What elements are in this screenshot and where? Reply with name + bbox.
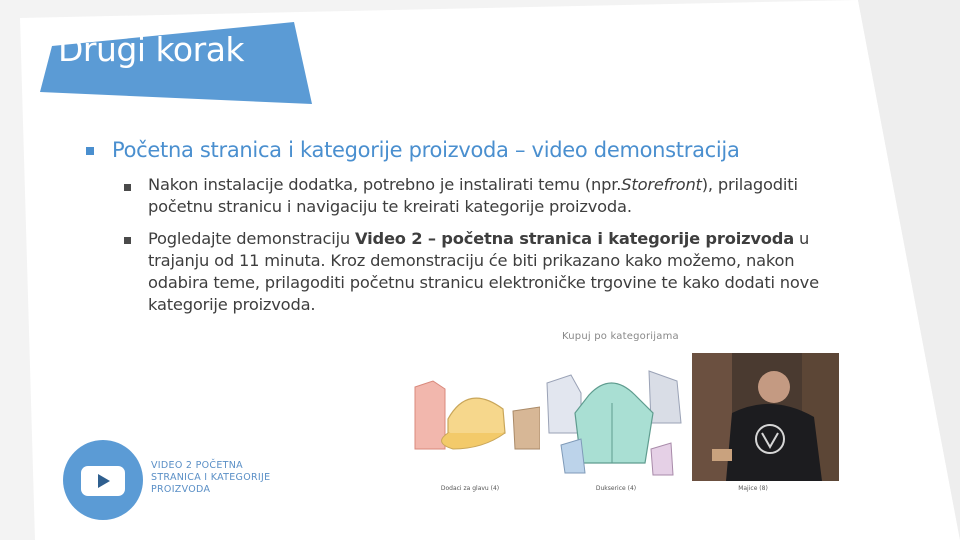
category-label[interactable]: Dodaci za glavu (4) [440,485,500,492]
category-thumb-tshirts[interactable] [692,353,839,481]
bullet-text-2: Pogledajte demonstraciju Video 2 – početna stranica i kategorije proizvoda u trajanju od 11 minuta. Kroz demonstraciju će biti prikazano kako možemo, nakon odabira teme, prilagoditi početnu stranicu elektroničke trgovine te kako dodati nove kategorije proizvoda. [148,229,819,314]
video-title-link[interactable]: Video 2 – početna stranica i kategorije proizvoda [355,229,794,248]
category-section-heading: Kupuj po kategorijama [562,331,679,342]
bullet-marker [124,184,131,191]
category-thumb-hoodies[interactable] [541,353,688,481]
bullet-marker [124,237,131,244]
category-label[interactable]: Majice (8) [738,485,768,492]
video-play-button[interactable] [60,422,150,522]
bullet-marker [86,147,94,155]
category-label[interactable]: Dukserice (4) [595,485,637,492]
category-thumb-headwear[interactable] [393,353,540,481]
bullet-text-1: Nakon instalacije dodatka, potrebno je instalirati temu (npr.Storefront), prilagoditi početnu stranicu i navigaciju te kreirati kategorije proizvoda. [148,175,798,216]
video-caption[interactable]: VIDEO 2 POČETNA STRANICA I KATEGORIJE PROIZVODA [151,460,271,495]
slide-title: Drugi korak [58,30,245,69]
slide-heading: Početna stranica i kategorije proizvoda – video demonstracija [112,138,740,162]
